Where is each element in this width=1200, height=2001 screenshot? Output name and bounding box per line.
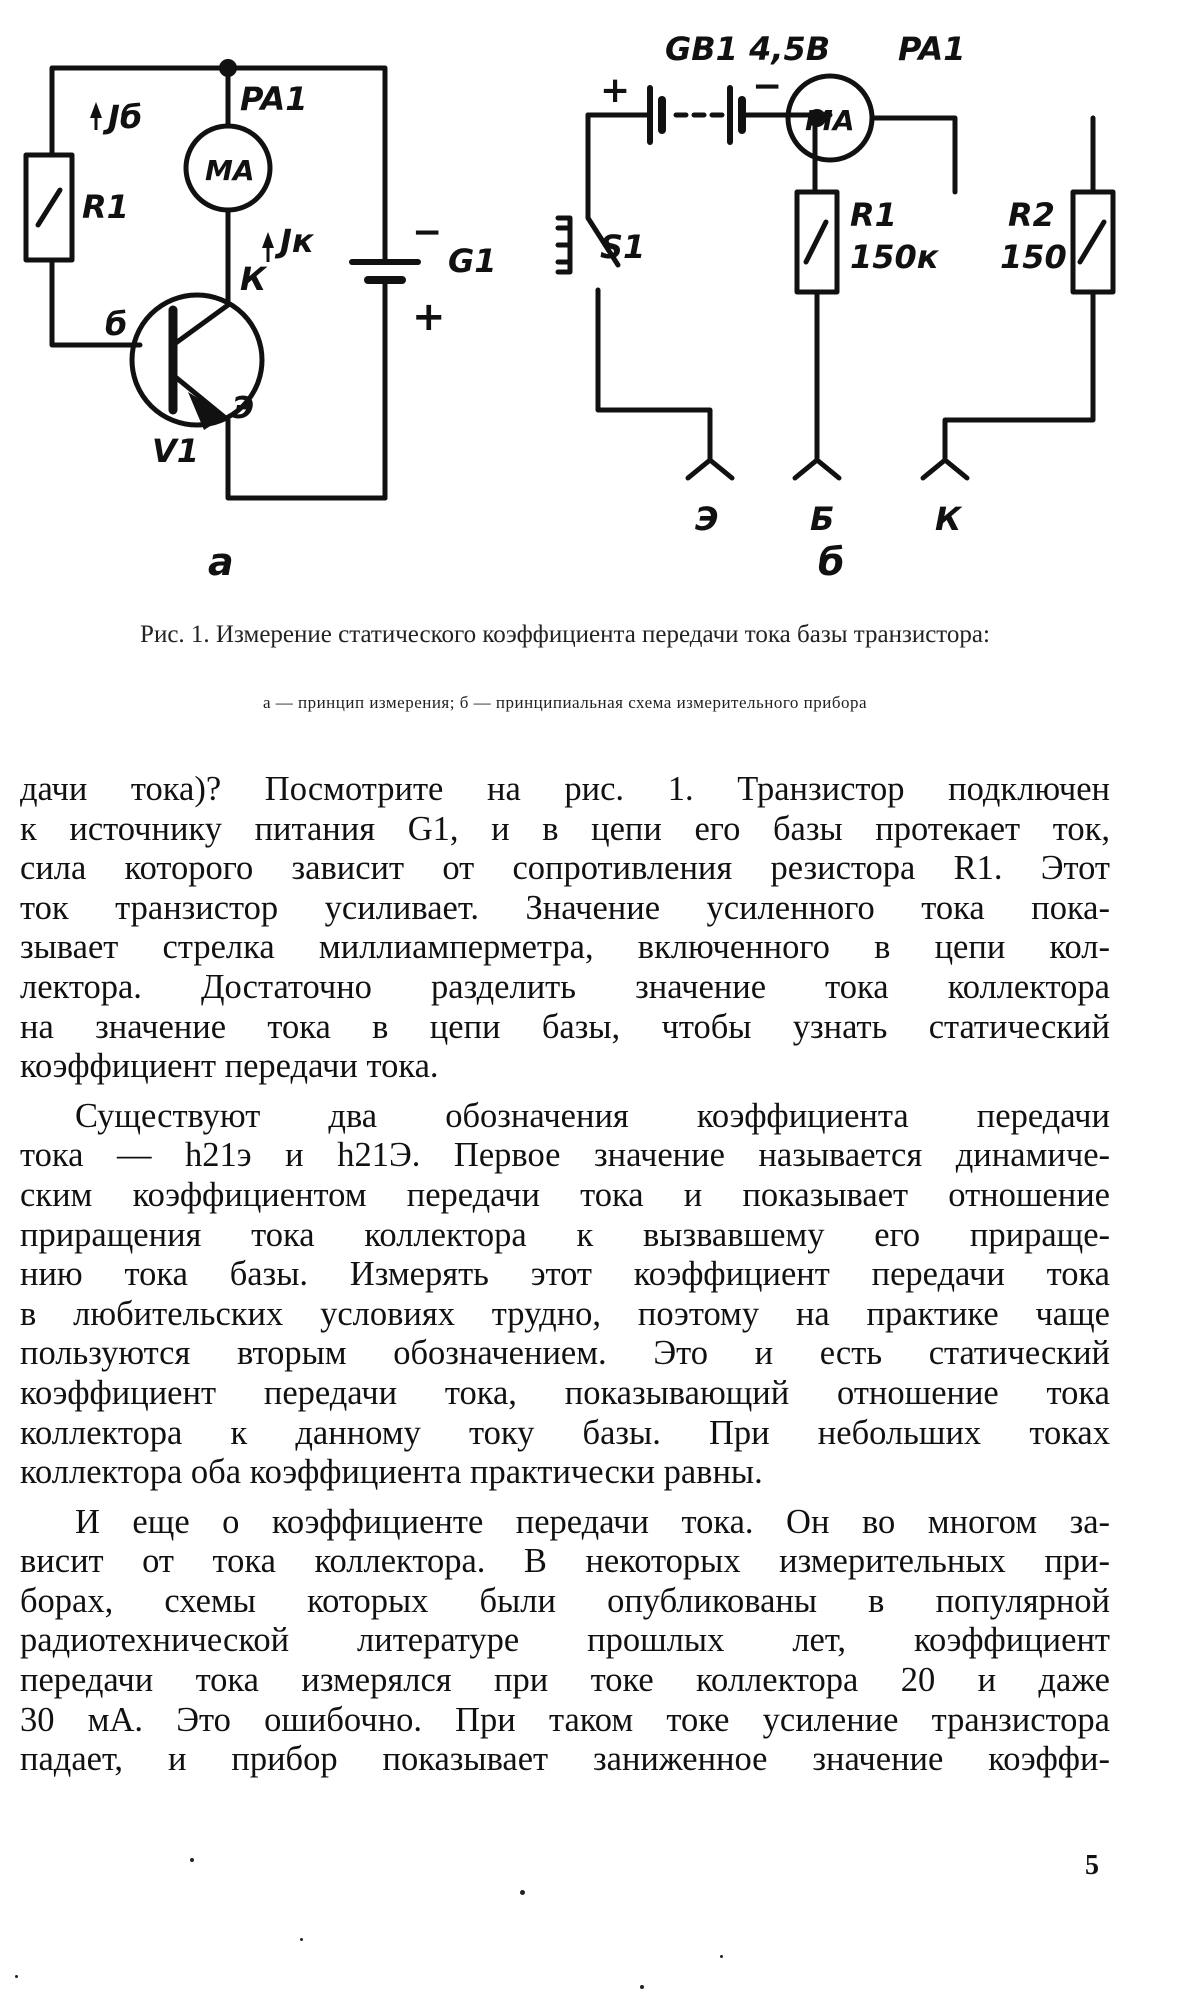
label-pin-collector: К xyxy=(240,260,267,298)
label-diagram-a: а xyxy=(208,540,234,584)
text-line: коэффициент передачи тока. xyxy=(20,1047,439,1086)
meter-face-a: MA xyxy=(205,154,255,187)
label-v1: V1 xyxy=(152,432,200,470)
text-line: коллектора оба коэффициента практически равны. xyxy=(20,1453,763,1492)
meter-face-b: MA xyxy=(805,104,855,137)
text-line: ским коэффициентом передачи тока и показывает отношение xyxy=(20,1175,1110,1214)
text-line: зывает стрелка миллиамперметра, включенного в цепи кол- xyxy=(20,928,1110,967)
text-line: в любительских условиях трудно, поэтому на практике чаще xyxy=(20,1294,1110,1333)
label-plus-b: + xyxy=(600,70,631,111)
label-r2-value: 150 xyxy=(1000,238,1067,276)
text-line: сила которого зависит от сопротивления резистора R1. Этот xyxy=(20,849,1110,888)
label-r2: R2 xyxy=(1008,196,1055,234)
paragraph-1 xyxy=(20,770,1110,1087)
text-line: Существуют два обозначения коэффициента передачи xyxy=(75,1096,1110,1135)
text-line: на значение тока в цепи базы, чтобы узнать статический xyxy=(20,1007,1110,1046)
page-number: 5 xyxy=(1085,1850,1099,1881)
figure-1-circuits xyxy=(0,0,1200,600)
label-diagram-b: б xyxy=(818,540,845,584)
label-pa1-a: PA1 xyxy=(240,80,308,118)
label-r1-b: R1 xyxy=(850,196,897,234)
text-line: лектора. Достаточно разделить значение тока коллектора xyxy=(20,967,1110,1006)
label-plus-a: + xyxy=(412,294,446,340)
text-line: тока — h21э и h21Э. Первое значение называется динамиче- xyxy=(20,1136,1110,1175)
label-minus-b: − xyxy=(752,66,783,107)
label-s1: S1 xyxy=(600,228,646,266)
figure-legend: а — принцип измерения; б — принципиальная схема измерительного прибора xyxy=(262,693,868,712)
text-line: И еще о коэффициенте передачи тока. Он во многом за- xyxy=(75,1502,1110,1541)
paragraph-2 xyxy=(20,1097,1110,1493)
text-line: ток транзистор усиливает. Значение усиленного тока пока- xyxy=(20,888,1110,927)
label-terminal-k: К xyxy=(935,500,962,538)
text-line: передачи тока измерялся при токе коллектора 20 и даже xyxy=(20,1661,1110,1700)
label-minus-a: − xyxy=(412,212,443,253)
label-gb1: GB1 4,5В xyxy=(665,30,831,68)
text-line: дачи тока)? Посмотрите на рис. 1. Транзистор подключен xyxy=(20,770,1110,808)
label-collector-current: Jк xyxy=(280,222,314,260)
paragraph-3 xyxy=(20,1503,1110,1780)
label-terminal-e: Э xyxy=(695,500,719,538)
text-line: висит от тока коллектора. В некоторых измерительных при- xyxy=(20,1542,1110,1581)
body-text xyxy=(20,770,1110,1780)
text-line: 30 мА. Это ошибочно. При таком токе усиление транзистора xyxy=(20,1700,1110,1739)
text-line: к источнику питания G1, и в цепи его базы протекает ток, xyxy=(20,809,1110,848)
text-line: пользуются вторым обозначением. Это и есть статический xyxy=(20,1334,1110,1373)
text-line: нию тока базы. Измерять этот коэффициент передачи тока xyxy=(20,1255,1110,1294)
text-line: борах, схемы которых были опубликованы в популярной xyxy=(20,1581,1110,1620)
text-line: приращения тока коллектора к вызвавшему его прираще- xyxy=(20,1215,1110,1254)
label-base-current: Jб xyxy=(108,98,143,136)
label-pa1-b: PA1 xyxy=(898,30,966,68)
label-pin-emitter: Э xyxy=(232,391,255,426)
text-line: коэффициент передачи тока, показывающий отношение тока xyxy=(20,1373,1110,1412)
text-line: коллектора к данному току базы. При небольших токах xyxy=(20,1413,1110,1452)
label-r1-value: 150к xyxy=(850,238,939,276)
diagram-a xyxy=(26,68,418,498)
label-r1-a: R1 xyxy=(82,188,129,226)
figure-caption: Рис. 1. Измерение статического коэффициента передачи тока базы транзистора: xyxy=(140,621,990,648)
label-terminal-b: Б xyxy=(810,500,835,538)
text-line: радиотехнической литературе прошлых лет, коэффициент xyxy=(20,1621,1110,1660)
label-g1: G1 xyxy=(448,242,497,280)
label-pin-base: б xyxy=(105,305,128,343)
text-line: падает, и прибор показывает заниженное значение коэффи- xyxy=(20,1740,1110,1779)
